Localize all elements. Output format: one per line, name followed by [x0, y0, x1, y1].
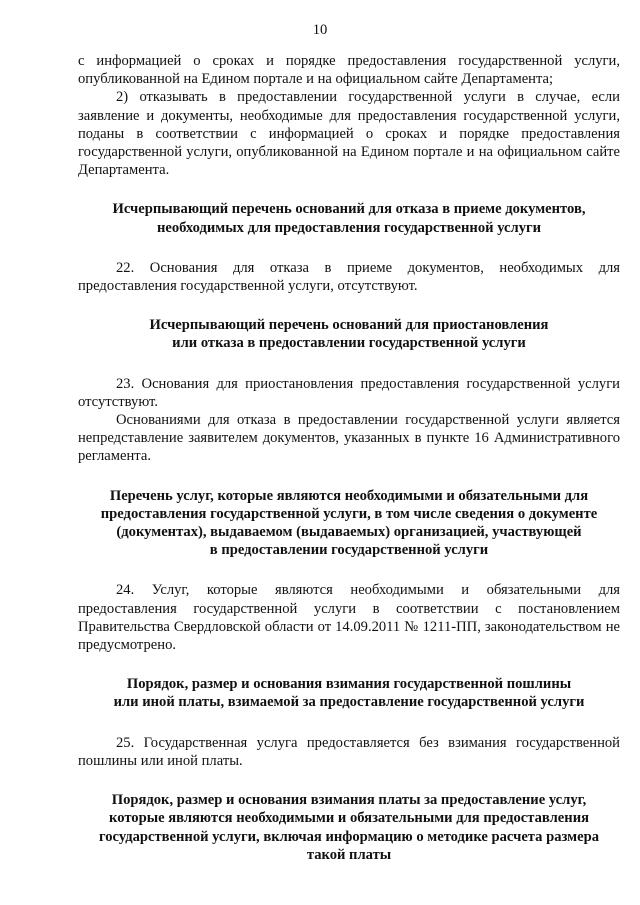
paragraph-25: 25. Государственная услуга предоставляется без взимания государственной пошлины или иной платы. [78, 734, 620, 769]
paragraph-23: 23. Основания для приостановления предоставления государственной услуги отсутствуют. [78, 375, 620, 410]
heading-line: необходимых для предоставления государственной услуги [156, 219, 542, 236]
heading-line: Исчерпывающий перечень оснований для приостановления [149, 317, 549, 334]
paragraph-24: 24. Услуг, которые являются необходимыми и обязательными для предоставления государственной услуги в соответствии с постановлением Правительства Свердловской области от 14.09.2011 № 1211-ПП, законодательством не предусмотрено. [78, 582, 620, 654]
heading-line: государственной услуги, включая информацию о методике расчета размера [98, 828, 600, 845]
heading-line: предоставления государственной услуги, в том числе сведения о документе [100, 505, 598, 522]
paragraph-22: 22. Основания для отказа в приеме документов, необходимых для предоставления государственной услуги, отсутствуют. [78, 259, 620, 295]
document-body [78, 52, 620, 864]
heading-line: Перечень услуг, которые являются необходимыми и обязательными для [109, 487, 589, 504]
heading-line: или отказа в предоставлении государственной услуги [172, 335, 526, 352]
heading-line: которые являются необходимыми и обязательными для предоставления [109, 810, 589, 827]
paragraph-continuation: с информацией о сроках и порядке предоставления государственной услуги, опубликованной на Едином портале и на официальном сайте Департамента; [78, 53, 620, 88]
paragraph-item-2: 2) отказывать в предоставлении государственной услуги в случае, если заявление и документы, необходимые для предоставления государственной услуги, поданы в соответствии с информацией о сроках и порядке предоставления государственной услуги, опубликованной на Едином портале и на официальном сайте Департамента. [78, 89, 620, 179]
heading-fee-for-services [78, 791, 620, 864]
heading-line: Порядок, размер и основания взимания платы за предоставление услуг, [111, 792, 587, 809]
heading-suspension [78, 316, 620, 352]
heading-line: такой платы [306, 846, 392, 863]
paragraph-23-refusal: Основаниями для отказа в предоставлении государственной услуги является непредставление заявителем документов, указанных в пункте 16 Административного регламента. [78, 412, 620, 465]
heading-refusal-reception [78, 200, 620, 236]
heading-line: Порядок, размер и основания взимания государственной пошлины [126, 676, 572, 693]
heading-line: в предоставлении государственной услуги [209, 542, 489, 559]
heading-state-fee [78, 675, 620, 711]
page-number: 10 [312, 22, 328, 38]
heading-line: (документах), выдаваемом (выдаваемых) организацией, участвующей [116, 524, 582, 541]
heading-required-services [78, 487, 620, 560]
heading-line: Исчерпывающий перечень оснований для отказа в приеме документов, [112, 201, 586, 218]
heading-line: или иной платы, взимаемой за предоставление государственной услуги [113, 694, 585, 711]
